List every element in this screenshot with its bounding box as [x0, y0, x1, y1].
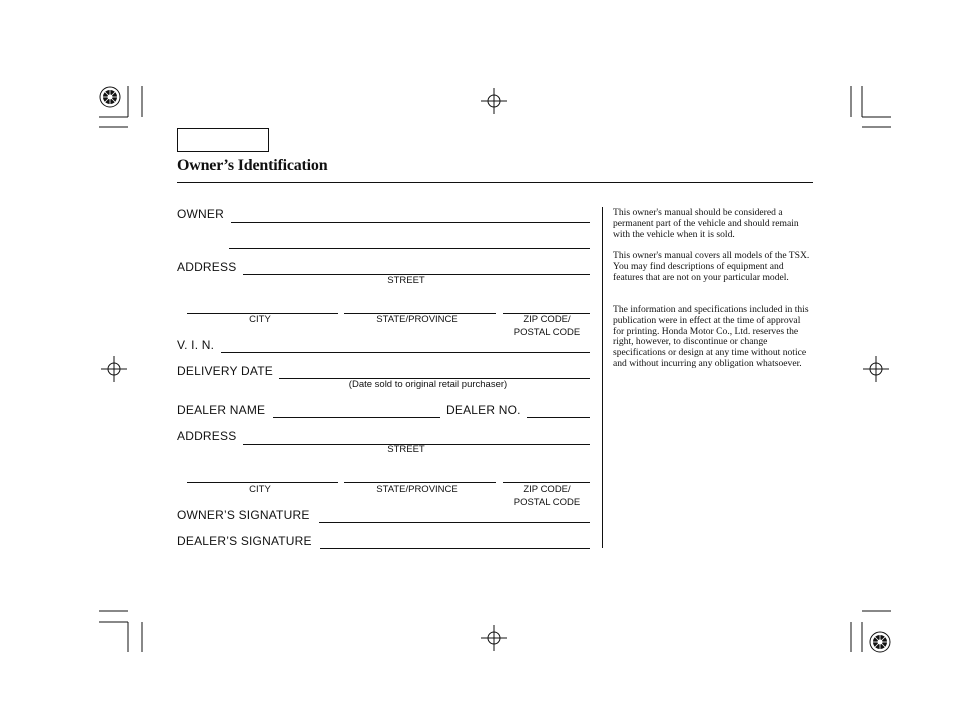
owner-address-label: ADDRESS: [177, 260, 237, 274]
owner-zip-caption-1: ZIP CODE/: [523, 314, 571, 325]
vin-field[interactable]: [221, 352, 590, 353]
dealer-name-label: DEALER NAME: [177, 403, 266, 417]
dealer-no-field[interactable]: [527, 417, 590, 418]
owner-label: OWNER: [177, 207, 224, 221]
dealer-no-label: DEALER NO.: [446, 403, 521, 417]
dealer-signature-label: DEALER’S SIGNATURE: [177, 534, 312, 548]
note-specifications: The information and specifications included in this publication were in effect at the time of approval for printing. Honda Motor Co., Ltd. reserves the right, however, to discontinue or change specifications or design at any time without notice and without incurring any obligation whatsoever.: [613, 304, 809, 369]
dealer-zip-field[interactable]: [503, 482, 590, 483]
owner-zip-caption-2: POSTAL CODE: [513, 327, 581, 338]
owner-field[interactable]: [231, 222, 590, 223]
note-models-covered: This owner's manual covers all models of the TSX. You may find descriptions of equipment and features that are not on your particular model.: [613, 250, 810, 283]
delivery-date-label: DELIVERY DATE: [177, 364, 273, 378]
owner-street-caption: STREET: [387, 275, 425, 286]
dealer-name-field[interactable]: [273, 417, 440, 418]
vin-label: V. I. N.: [177, 338, 215, 352]
column-divider: [602, 207, 603, 548]
dealer-zip-caption-2: POSTAL CODE: [513, 497, 581, 508]
dealer-state-field[interactable]: [344, 482, 496, 483]
delivery-date-caption: (Date sold to original retail purchaser): [348, 379, 508, 390]
dealer-city-caption: CITY: [249, 484, 271, 495]
owner-city-caption: CITY: [249, 314, 271, 325]
owner-signature-label: OWNER’S SIGNATURE: [177, 508, 310, 522]
dealer-state-caption: STATE/PROVINCE: [376, 484, 458, 495]
page-title: Owner’s Identification: [177, 157, 328, 174]
dealer-signature-field[interactable]: [320, 548, 590, 549]
dealer-street-caption: STREET: [387, 444, 425, 455]
dealer-address-label: ADDRESS: [177, 429, 237, 443]
owner-signature-field[interactable]: [319, 522, 590, 523]
section-tab-box: [177, 128, 269, 152]
dealer-zip-caption-1: ZIP CODE/: [523, 484, 571, 495]
title-rule: [177, 182, 813, 183]
owner-state-caption: STATE/PROVINCE: [376, 314, 458, 325]
note-manual-permanent: This owner's manual should be considered a permanent part of the vehicle and should remain with the vehicle when it is sold.: [613, 207, 799, 240]
owner-field-line2[interactable]: [229, 248, 590, 249]
dealer-city-field[interactable]: [187, 482, 338, 483]
